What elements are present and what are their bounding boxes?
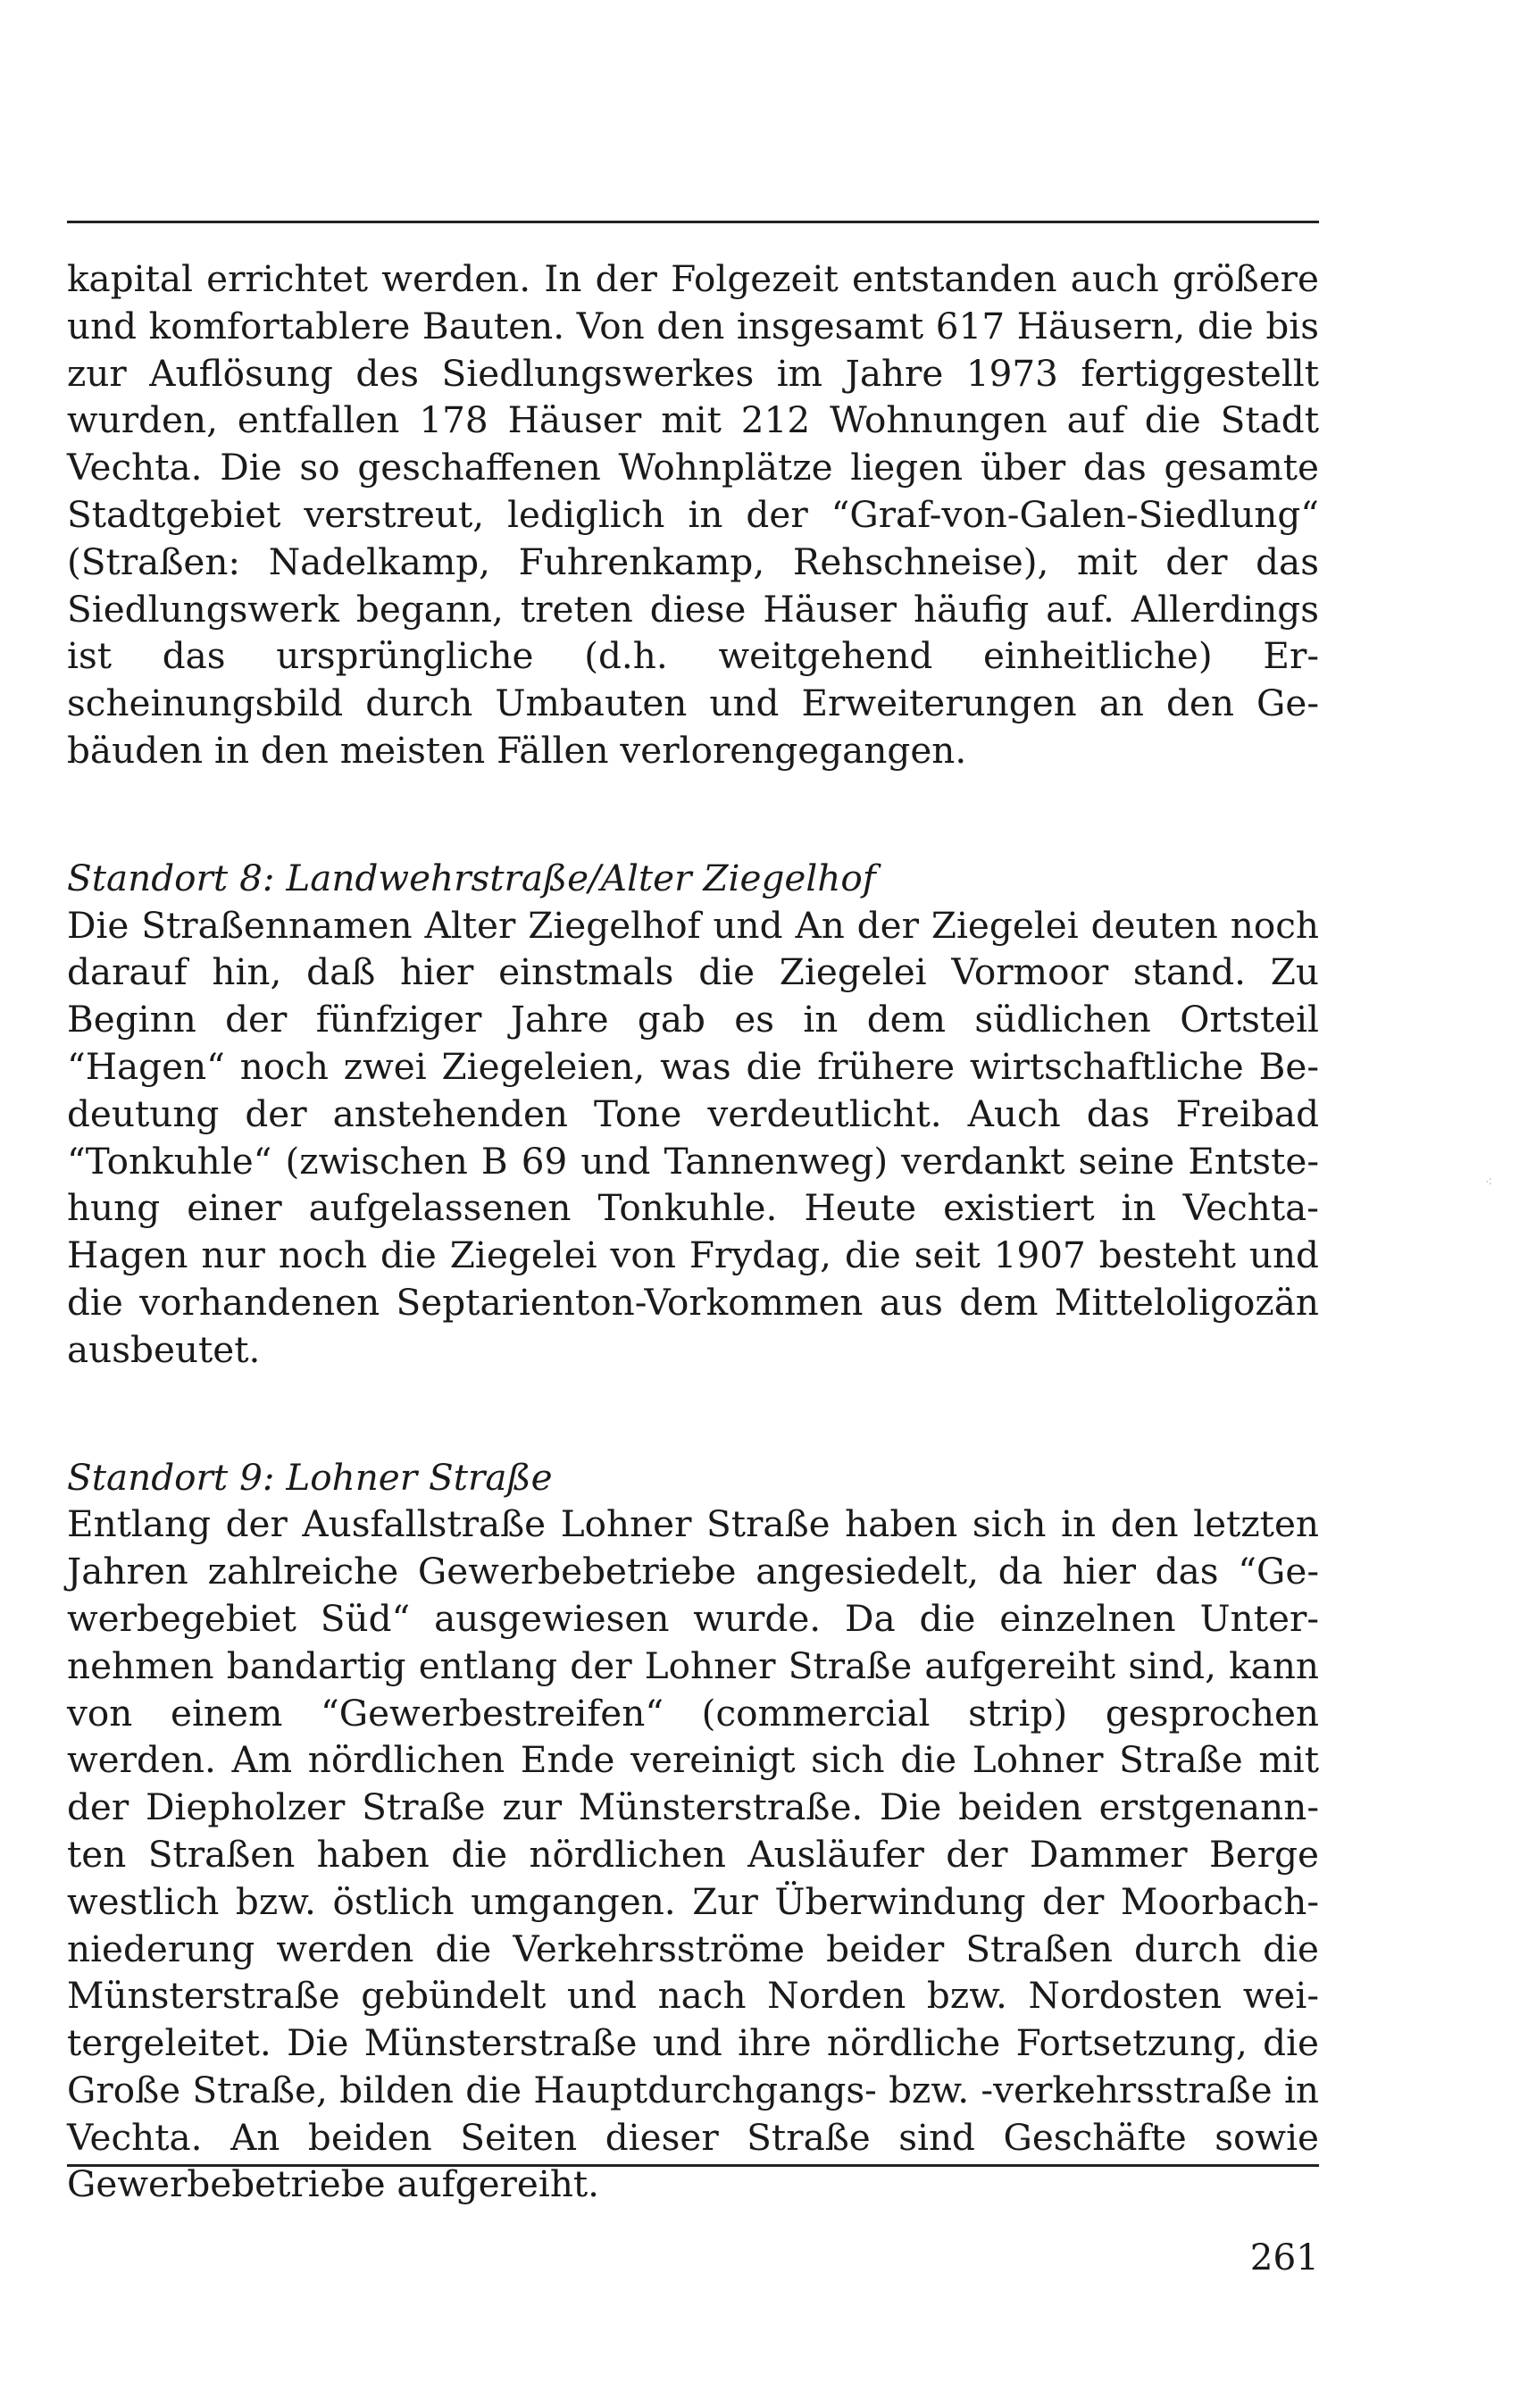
page-number: 261 bbox=[1249, 2236, 1319, 2278]
bottom-rule bbox=[67, 2164, 1319, 2167]
margin-speck: ⁖ bbox=[1485, 1175, 1493, 1190]
section-paragraph: Entlang der Ausfallstraße Lohner Straße haben sich in den letzten Jahren zahlreiche Gewerbebetriebe angesiedelt, da hier das “Gewerbegebiet Süd“ ausgewiesen wurde. Da die einzelnen Unternehmen bandartig entlang der Lohner Straße aufgereiht sind, kann von einem “Gewerbestreifen“ (commercial strip) gesprochen werden. Am nördlichen Ende vereinigt sich die Lohner Straße mit der Diepholzer Straße zur Münsterstraße. Die beiden erstgenannten Straßen haben die nördlichen Ausläufer der Dammer Berge westlich bzw. östlich umgangen. Zur Überwindung der Moorbachniederung werden die Verkehrsströme beider Straßen durch die Münsterstraße gebündelt und nach Norden bzw. Nordosten weitergeleitet. Die Münsterstraße und ihre nördliche Fortsetzung, die Große Straße, bilden die Hauptdurchgangs- bzw. -verkehrsstraße in Vechta. An beiden Seiten dieser Straße sind Geschäfte sowie Gewerbebetriebe aufgereiht. bbox=[67, 1502, 1319, 2206]
top-rule bbox=[67, 221, 1319, 223]
section-standort-8 bbox=[67, 855, 1319, 1374]
section-paragraph: Die Straßennamen Alter Ziegelhof und An der Ziegelei deuten noch darauf hin, daß hier einstmals die Ziegelei Vormoor stand. Zu Beginn der fünfziger Jahre gab es in dem südlichen Ortsteil “Hagen“ noch zwei Ziegeleien, was die frühere wirtschaftliche Bedeutung der anstehenden Tone verdeutlicht. Auch das Freibad “Tonkuhle“ (zwischen B 69 und Tannenweg) verdankt seine Entstehung einer aufgelassenen Tonkuhle. Heute existiert in Vechta-Hagen nur noch die Ziegelei von Frydag, die seit 1907 besteht und die vorhandenen Septarienton-Vorkommen aus dem Mitteloligozän ausbeutet. bbox=[67, 903, 1319, 1371]
page-content bbox=[67, 255, 1319, 2208]
section-heading: Standort 9: Lohner Straße bbox=[67, 1455, 553, 1499]
section-standort-9 bbox=[67, 1454, 1319, 2209]
intro-paragraph: kapital errichtet werden. In der Folgezeit entstanden auch größere und komfortablere Bauten. Von den insgesamt 617 Häusern, die bis zur Auflösung des Siedlungswerkes im Jahre 1973 fertiggestellt wurden, entfallen 178 Häuser mit 212 Wohnungen auf die Stadt Vechta. Die so geschaffenen Wohnplätze liegen über das gesamte Stadtgebiet verstreut, lediglich in der “Graf-von-Galen-Siedlung“ (Straßen: Nadelkamp, Fuhrenkamp, Rehschneise), mit der das Siedlungswerk begann, treten diese Häuser häufig auf. Allerdings ist das ursprüngliche (d.h. weitgehend einheitliche) Erscheinungsbild durch Umbauten und Erweiterungen an den Gebäuden in den meisten Fällen verlorengegangen. bbox=[67, 257, 1319, 772]
section-heading: Standort 8: Landwehrstraße/Alter Ziegelhof bbox=[67, 856, 876, 899]
